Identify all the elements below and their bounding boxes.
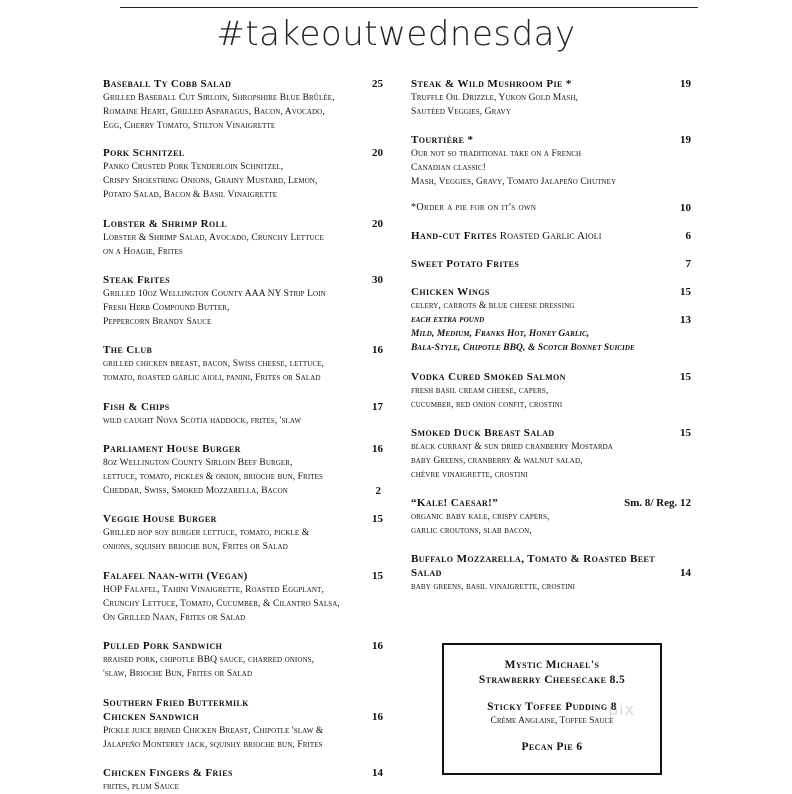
item-price: 16 (372, 443, 383, 455)
item-desc: baby Greens, cranberry & walnut salad, (411, 456, 583, 466)
item-name: The Club (103, 344, 153, 356)
item-name: Pulled Pork Sandwich (103, 640, 223, 652)
item-desc: Panko Crusted Pork Tenderloin Schnitzel, (103, 162, 284, 172)
item-desc: Potato Salad, Bacon & Basil Vinaigrette (103, 190, 278, 200)
left-menu-column (103, 77, 383, 794)
wing-flavours: Bala-Style, Chipotle BBQ, & Scotch Bonnet Suicide (411, 343, 635, 353)
dessert-name: Strawberry Cheesecake 8.5 (478, 674, 626, 686)
item-price: 7 (685, 258, 691, 270)
dessert-desc: Crème Anglaise, Toffee Sauce (490, 716, 614, 726)
menu-item (103, 343, 383, 385)
item-name-line2: Salad (411, 567, 442, 579)
item-desc: Grilled hop soy burger lettuce, tomato, pickle & (103, 528, 310, 538)
item-desc: Grilled 10oz Wellington County AAA NY Strip Loin (103, 289, 326, 299)
item-desc: onions, squishy brioche bun, Frites or Salad (103, 542, 288, 552)
item-price: 20 (372, 218, 383, 230)
item-price: 25 (372, 78, 383, 90)
item-desc: black currant & sun dried cranberry Mostarda (411, 442, 613, 452)
item-desc: Canadian classic! (411, 163, 487, 173)
item-price: 15 (372, 570, 383, 582)
dessert-name: Pecan Pie 6 (521, 741, 583, 753)
item-price: Sm. 8/ Reg. 12 (624, 497, 691, 509)
item-price: 17 (372, 401, 383, 413)
item-name-sub: Roasted Garlic Aioli (496, 230, 602, 242)
item-desc: 'slaw, Brioche Bun, Frites or Salad (103, 669, 253, 679)
item-desc: tomato, roasted garlic aioli, panini, Frites or Salad (103, 373, 321, 383)
item-desc: Crispy Shoestring Onions, Grainy Mustard, Lemon, (103, 176, 318, 186)
item-desc: braised pork, chipotle BBQ sauce, charred onions, (103, 655, 315, 665)
item-name: Chicken Wings (411, 286, 490, 298)
menu-item (103, 569, 383, 625)
item-desc: HOP Falafel, Tahini Vinaigrette, Roasted Eggplant, (103, 585, 324, 595)
item-price: 10 (680, 202, 691, 214)
item-desc: Jalapeño Monterey jack, squishy brioche bun, Frites (103, 740, 323, 750)
menu-item (411, 229, 691, 243)
item-price: 15 (372, 513, 383, 525)
item-name: Parliament House Burger (103, 443, 241, 455)
item-price: 20 (372, 147, 383, 159)
item-desc: baby greens, basil vinaigrette, crostini (411, 582, 576, 592)
item-price: 19 (680, 78, 691, 90)
menu-item (411, 77, 691, 119)
extra-label: each extra pound (411, 315, 485, 325)
item-price: 16 (372, 711, 383, 723)
item-price: 6 (685, 230, 691, 242)
item-name: Fish & Chips (103, 401, 170, 413)
item-desc: garlic croutons, slab bacon, (411, 526, 532, 536)
menu-item (103, 512, 383, 554)
item-desc: Our not so traditional take on a French (411, 149, 582, 159)
item-name: Steak & Wild Mushroom Pie * (411, 78, 572, 90)
right-menu-column (411, 77, 691, 594)
item-name: Baseball Ty Cobb Salad (103, 78, 232, 90)
extra-price: 13 (680, 314, 691, 326)
menu-item (103, 442, 383, 498)
item-desc: grilled chicken breast, bacon, Swiss cheese, lettuce, (103, 359, 324, 369)
wing-flavours: Mild, Medium, Franks Hot, Honey Garlic, (411, 329, 590, 339)
menu-item (411, 552, 691, 594)
item-desc: Romaine Heart, Grilled Asparagus, Bacon, Avocado, (103, 107, 325, 117)
item-name: Pork Schnitzel (103, 147, 185, 159)
menu-item (103, 639, 383, 681)
top-rule (120, 7, 698, 8)
menu-item (103, 146, 383, 202)
extra-price: 2 (375, 485, 381, 497)
menu-item (103, 766, 383, 794)
item-price: 30 (372, 274, 383, 286)
watermark: pix (608, 700, 636, 719)
item-desc: celery, carrots & blue cheese dressing (411, 301, 575, 311)
item-name: Buffalo Mozzarella, Tomato & Roasted Beet (411, 553, 656, 565)
menu-item (411, 496, 691, 538)
item-price: 15 (680, 286, 691, 298)
dessert-name: Mystic Michael's (504, 659, 600, 671)
item-desc: Mash, Veggies, Gravy, Tomato Jalapeño Chutney (411, 177, 617, 187)
item-price: 16 (372, 640, 383, 652)
item-price: 14 (680, 567, 691, 579)
item-name: Chicken Fingers & Fries (103, 767, 233, 779)
item-name: Lobster & Shrimp Roll (103, 218, 228, 230)
item-desc: Cheddar, Swiss, Smoked Mozzarella, Bacon (103, 486, 288, 496)
item-desc: frites, plum Sauce (103, 782, 180, 792)
item-price: 15 (680, 427, 691, 439)
menu-item (411, 257, 691, 271)
item-desc: organic baby kale, crispy capers, (411, 512, 550, 522)
menu-item (103, 273, 383, 329)
item-name: Smoked Duck Breast Salad (411, 427, 555, 439)
menu-item (103, 696, 383, 752)
item-desc: Lobster & Shrimp Salad, Avocado, Crunchy Lettuce (103, 233, 324, 243)
item-desc: On Grilled Naan, Frites or Salad (103, 613, 246, 623)
item-name: *Order a pie for on it's own (411, 202, 537, 213)
item-desc: Truffle Oil Drizzle, Yukon Gold Mash, (411, 93, 579, 103)
item-name: Vodka Cured Smoked Salmon (411, 371, 566, 383)
item-desc: lettuce, tomato, pickles & onion, brioche bun, Frites (103, 472, 324, 482)
item-name (411, 229, 691, 243)
item-name: Tourtière * (411, 134, 474, 146)
item-desc: Fresh Herb Compound Butter, (103, 303, 230, 313)
dessert-name: Sticky Toffee Pudding 8 (487, 701, 617, 713)
item-name-line2: Chicken Sandwich (103, 711, 200, 723)
item-desc: Peppercorn Brandy Sauce (103, 317, 212, 327)
item-name: Steak Frites (103, 274, 171, 286)
item-desc: chèvre vinaigrette, crostini (411, 470, 528, 480)
menu-item (103, 217, 383, 259)
menu-item (103, 77, 383, 133)
menu-item (411, 285, 691, 355)
item-name: Sweet Potato Frites (411, 258, 520, 270)
menu-item (411, 426, 691, 482)
item-desc: wild caught Nova Scotia haddock, frites, 'slaw (103, 416, 302, 426)
item-desc: on a Hoagie, Frites (103, 247, 183, 257)
item-price: 19 (680, 134, 691, 146)
item-desc: 8oz Wellington County Sirloin Beef Burger, (103, 458, 293, 468)
item-desc: Sautéed Veggies, Gravy (411, 107, 511, 117)
item-desc: fresh basil cream cheese, capers, (411, 386, 549, 396)
item-desc: Egg, Cherry Tomato, Stilton Vinaigrette (103, 121, 276, 131)
item-desc: Grilled Baseball Cut Sirloin, Shropshire Blue Brûlée, (103, 93, 335, 103)
item-desc: Crunchy Lettuce, Tomato, Cucumber, & Cilantro Salsa, (103, 599, 340, 609)
item-desc: Pickle juice brined Chicken Breast, Chipotle 'slaw & (103, 726, 324, 736)
item-name-main: Hand-cut Frites (411, 230, 497, 242)
item-name: “Kale! Caesar!” (411, 497, 499, 509)
menu-item (411, 370, 691, 412)
page-title: #takeoutwednesday (216, 14, 576, 54)
item-price: 14 (372, 767, 383, 779)
item-name: Southern Fried Buttermilk (103, 697, 249, 709)
menu-item (411, 201, 691, 215)
item-price: 15 (680, 371, 691, 383)
item-name: Veggie House Burger (103, 513, 217, 525)
item-price: 16 (372, 344, 383, 356)
menu-item (103, 400, 383, 428)
item-desc: cucumber, red onion confit, crostini (411, 400, 563, 410)
item-name: Falafel Naan-with (Vegan) (103, 570, 248, 582)
menu-item (411, 133, 691, 189)
